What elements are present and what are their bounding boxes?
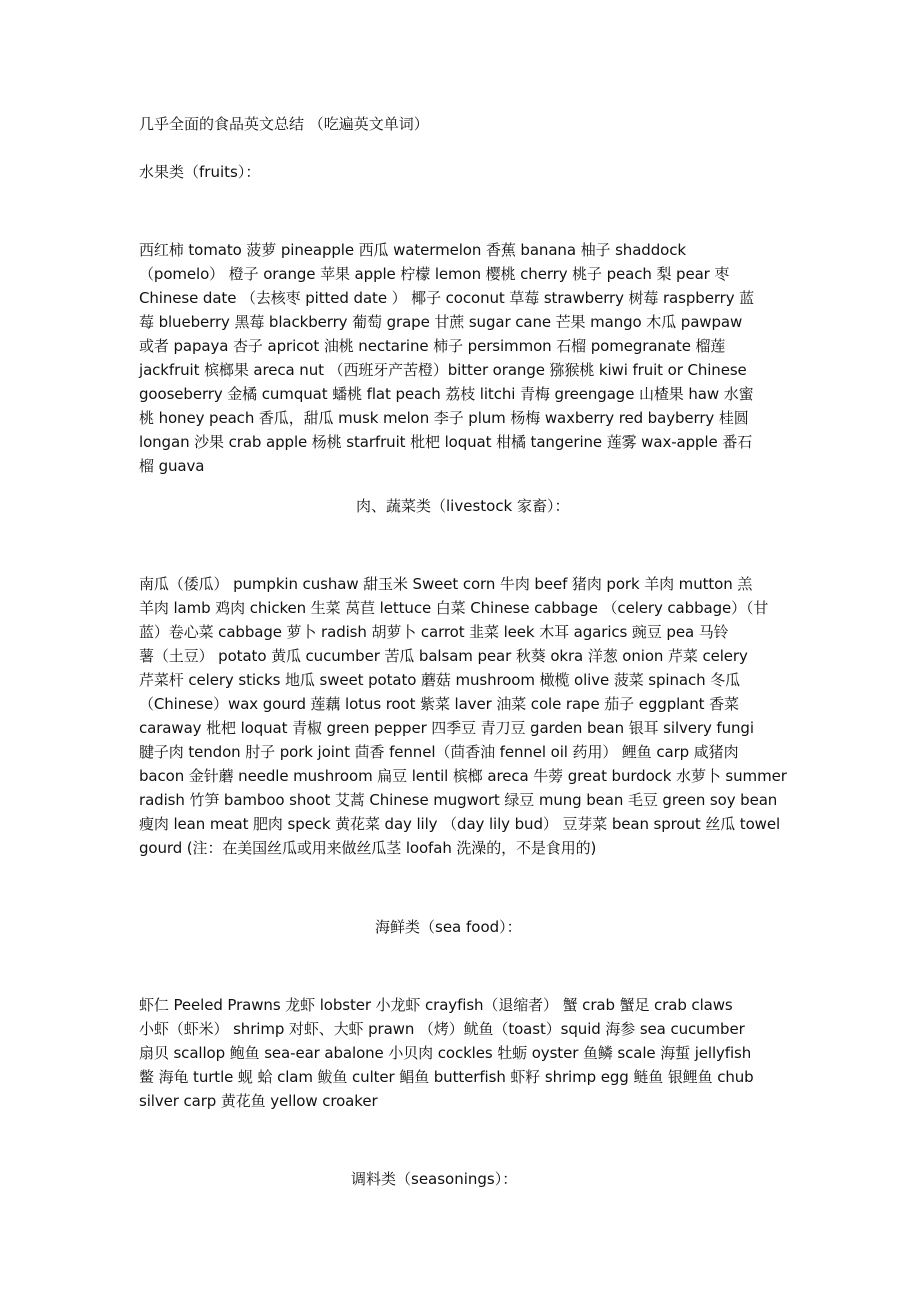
paragraph-line: longan 沙果 crab apple 杨桃 starfruit 枇杷 loquat 柑橘 tangerine 莲雾 wax-apple 番石	[139, 433, 753, 451]
paragraph-line: 桃 honey peach 香瓜，甜瓜 musk melon 李子 plum 杨梅 waxberry red bayberry 桂圆	[139, 409, 749, 427]
seasonings-heading: 调料类（seasonings）：	[351, 1170, 518, 1188]
paragraph-line: bacon 金针蘑 needle mushroom 扁豆 lentil 槟榔 areca 牛蒡 great burdock 水萝卜 summer	[139, 767, 787, 785]
fruits-heading: 水果类（fruits）：	[139, 163, 261, 181]
paragraph-line: 莓 blueberry 黑莓 blackberry 葡萄 grape 甘蔗 sugar cane 芒果 mango 木瓜 pawpaw	[139, 313, 743, 331]
seafood-heading: 海鲜类（sea food）：	[375, 918, 522, 936]
paragraph-line: 羊肉 lamb 鸡肉 chicken 生菜 莴苣 lettuce 白菜 Chinese cabbage （celery cabbage）（甘	[139, 599, 769, 617]
paragraph-line: （pomelo） 橙子 orange 苹果 apple 柠檬 lemon 樱桃 cherry 桃子 peach 梨 pear 枣	[139, 265, 730, 283]
paragraph-line: gooseberry 金橘 cumquat 蟠桃 flat peach 荔枝 litchi 青梅 greengage 山楂果 haw 水蜜	[139, 385, 754, 403]
paragraph-line: 扇贝 scallop 鲍鱼 sea-ear abalone 小贝肉 cockles 牡蛎 oyster 鱼鳞 scale 海蜇 jellyfish	[139, 1044, 752, 1062]
paragraph-line: radish 竹笋 bamboo shoot 艾蒿 Chinese mugwort 绿豆 mung bean 毛豆 green soy bean	[139, 791, 778, 809]
paragraph-line: （Chinese）wax gourd 莲藕 lotus root 紫菜 laver 油菜 cole rape 茄子 eggplant 香菜	[139, 695, 739, 713]
paragraph-line: 西红柿 tomato 菠萝 pineapple 西瓜 watermelon 香蕉 banana 柚子 shaddock	[139, 241, 686, 259]
paragraph-line: 南瓜（倭瓜） pumpkin cushaw 甜玉米 Sweet corn 牛肉 beef 猪肉 pork 羊肉 mutton 羔	[139, 575, 753, 593]
paragraph-line: 腱子肉 tendon 肘子 pork joint 茴香 fennel（茴香油 fennel oil 药用） 鲤鱼 carp 咸猪肉	[139, 743, 739, 761]
paragraph-line: 薯（土豆） potato 黄瓜 cucumber 苦瓜 balsam pear 秋葵 okra 洋葱 onion 芹菜 celery	[139, 647, 748, 665]
paragraph-line: 虾仁 Peeled Prawns 龙虾 lobster 小龙虾 crayfish（退缩者） 蟹 crab 蟹足 crab claws	[139, 996, 733, 1014]
paragraph-line: 榴 guava	[139, 457, 205, 475]
paragraph-line: 鳖 海龟 turtle 蚬 蛤 clam 鲅鱼 culter 鲳鱼 butterfish 虾籽 shrimp egg 鲢鱼 银鲤鱼 chub	[139, 1068, 754, 1086]
paragraph-line: Chinese date （去核枣 pitted date ） 椰子 coconut 草莓 strawberry 树莓 raspberry 蓝	[139, 289, 755, 307]
document-title: 几乎全面的食品英文总结 （吃遍英文单词）	[139, 115, 429, 133]
livestock-heading: 肉、蔬菜类（livestock 家畜）：	[356, 497, 570, 515]
paragraph-line: silver carp 黄花鱼 yellow croaker	[139, 1092, 378, 1110]
paragraph-line: 芹菜杆 celery sticks 地瓜 sweet potato 蘑菇 mushroom 橄榄 olive 菠菜 spinach 冬瓜	[139, 671, 741, 689]
paragraph-line: gourd (注：在美国丝瓜或用来做丝瓜茎 loofah 洗澡的，不是食用的)	[139, 839, 597, 857]
paragraph-line: 蓝）卷心菜 cabbage 萝卜 radish 胡萝卜 carrot 韭菜 leek 木耳 agarics 豌豆 pea 马铃	[139, 623, 729, 641]
paragraph-line: 小虾（虾米） shrimp 对虾、大虾 prawn （烤）鱿鱼（toast）squid 海参 sea cucumber	[139, 1020, 745, 1038]
paragraph-line: caraway 枇杷 loquat 青椒 green pepper 四季豆 青刀豆 garden bean 银耳 silvery fungi	[139, 719, 754, 737]
paragraph-line: 瘦肉 lean meat 肥肉 speck 黄花菜 day lily （day lily bud） 豆芽菜 bean sprout 丝瓜 towel	[139, 815, 781, 833]
paragraph-line: 或者 papaya 杏子 apricot 油桃 nectarine 柿子 persimmon 石榴 pomegranate 榴莲	[139, 337, 726, 355]
paragraph-line: jackfruit 槟榔果 areca nut （西班牙产苦橙）bitter orange 猕猴桃 kiwi fruit or Chinese	[139, 361, 747, 379]
